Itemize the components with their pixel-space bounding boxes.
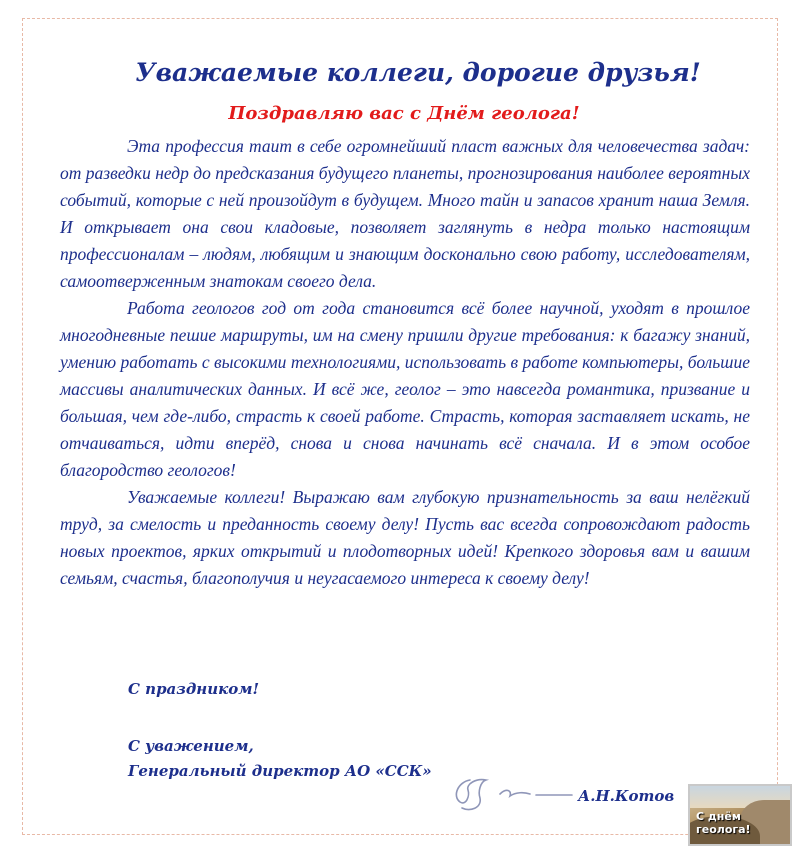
signer-name: А.Н.Котов	[578, 787, 675, 805]
signature-icon	[440, 768, 580, 818]
greeting-heading: Уважаемые коллеги, дорогие друзья!	[135, 58, 701, 87]
congrats-heading: Поздравляю вас с Днём геолога!	[228, 103, 580, 124]
position-line: Генеральный директор АО «ССК»	[128, 762, 432, 780]
paragraph-1: Эта профессия таит в себе огромнейший пласт важных для человечества задач: от разведки недр до предсказания будущего планеты, прогнозирования наиболее вероятных событий, которые с ней произойдут в будущем. Много тайн и запасов хранит наша Земля. И открывает она свои кладовые, позволяет заглянуть в недра только настоящим профессионалам – людям, любящим и знающим досконально свою работу, исследователям, самоотверженным знатокам своего дела.	[60, 136, 750, 291]
badge-text	[696, 810, 751, 836]
paragraph-2: Работа геологов год от года становится всё более научной, уходят в прошлое многодневные пешие маршруты, им на смену пришли другие требования: к багажу знаний, умению работать с высокими технологиями, использовать в работе компьютеры, большие массивы аналитических данных. И всё же, геолог – это навсегда романтика, призвание и большая, чем где-либо, страсть к своей работе. Страсть, которая заставляет искать, не отчаиваться, идти вперёд, снова и снова начинать всё сначала. И в этом особое благородство геологов!	[60, 298, 750, 480]
badge-line-2: геолога!	[696, 823, 751, 836]
geologist-day-badge	[688, 784, 792, 846]
regards-line: С уважением,	[128, 737, 254, 755]
paragraph-3: Уважаемые коллеги! Выражаю вам глубокую признательность за ваш нелёгкий труд, за смелость и преданность своему делу! Пусть вас всегда сопровождают радость новых проектов, ярких открытий и плодотворных идей! Крепкого здоровья вам и вашим семьям, счастья, благополучия и неугасаемого интереса к своему делу!	[60, 487, 750, 588]
letter-body	[60, 133, 750, 592]
holiday-wish: С праздником!	[128, 680, 260, 698]
badge-line-1: С днём	[696, 810, 741, 823]
